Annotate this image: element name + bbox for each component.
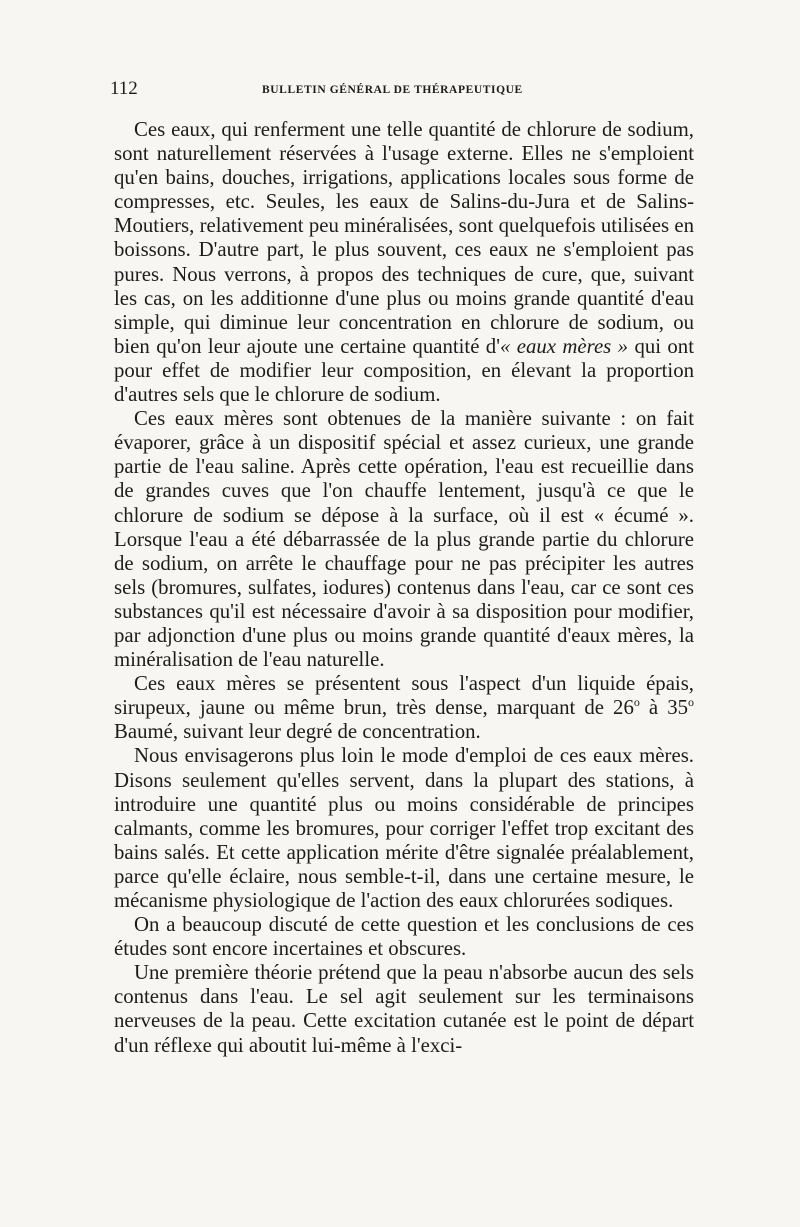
paragraph-text: On a beaucoup discuté de cette question et les conclusions de ces études sont encore incertaines et obscures. (114, 913, 694, 961)
paragraph-mother-waters-process (114, 407, 694, 672)
paragraph-text: Ces eaux, qui renferment une telle quantité de chlorure de sodium, sont naturellement réservées à l'usage externe. Elles ne s'emploient qu'en bains, douches, irrigations, applications locales sous forme de compresses, etc. Seules, les eaux de Salins-du-Jura et de Salins-Moutiers, relativement peu minéralisées, sont quelquefois utilisées en boissons. D'autre part, le plus souvent, ces eaux ne s'emploient pas pures. Nous verrons, à propos des techniques de cure, que, suivant les cas, on les additionne d'une plus ou moins grande quantité d'eau simple, qui diminue leur concentration en chlorure de sodium, ou bien qu'on leur ajoute une certaine quantité d' (114, 118, 694, 358)
paragraph-text: Une première théorie prétend que la peau n'absorbe aucun des sels contenus dans l'eau. Le sel agit seulement sur les terminaisons nerveuses de la peau. Cette excitation cutanée est le point de départ d'un réflexe qui aboutit lui-même à l'exci- (114, 961, 694, 1057)
paragraph-text: Ces eaux mères se présentent sous l'aspect d'un liquide épais, sirupeux, jaune ou même brun, très dense, marquant de 26 (114, 672, 694, 720)
paragraph-text: Nous envisagerons plus loin le mode d'emploi de ces eaux mères. Disons seulement qu'elles servent, dans la plupart des stations, à introduire une quantité plus ou moins considérable de principes calmants, comme les bromures, pour corriger l'effet trop excitant des bains salés. Et cette application mérite d'être signalée préalablement, parce qu'elle éclaire, nous semble-t-il, dans une certaine mesure, le mécanisme physiologique de l'action des eaux chlorurées sodiques. (114, 744, 694, 912)
body-text (114, 118, 694, 1058)
degree-superscript: o (688, 695, 694, 710)
paragraph-sodium-waters (114, 118, 694, 407)
paragraph-text-mid: à 35 (639, 696, 688, 720)
degree-superscript: o (633, 695, 640, 710)
paragraph-text: Ces eaux mères sont obtenues de la manière suivante : on fait évaporer, grâce à un dispositif spécial et assez curieux, une grande partie de l'eau saline. Après cette opération, l'eau est recueillie dans de grandes cuves que l'on chauffe lentement, jusqu'à ce que le chlorure de sodium se dépose à la surface, où il est « écumé ». Lorsque l'eau a été débarrassée de la plus grande partie du chlorure de sodium, on arrête le chauffage pour ne pas précipiter les autres sels (bromures, sulfates, iodures) contenus dans l'eau, car ce sont ces substances qu'il est nécessaire d'avoir à sa disposition pour modifier, par adjonction d'une plus ou moins grande quantité d'eaux mères, la minéralisation de l'eau naturelle. (114, 407, 694, 672)
paragraph-text-end: qui ont pour effet de modifier leur composition, en élevant la proportion d'autres sels que le chlorure de sodium. (114, 334, 694, 407)
paragraph-text-end: Baumé, suivant leur degré de concentration. (114, 720, 481, 744)
running-title: BULLETIN GÉNÉRAL DE THÉRAPEUTIQUE (262, 84, 523, 96)
italic-phrase: « eaux mères » (499, 334, 629, 358)
page-number: 112 (110, 78, 138, 99)
page-header (110, 78, 694, 100)
paragraph-mother-waters-aspect (114, 672, 694, 744)
paragraph-usage (114, 744, 694, 913)
paragraph-first-theory (114, 961, 694, 1057)
paragraph-discussion (114, 913, 694, 961)
